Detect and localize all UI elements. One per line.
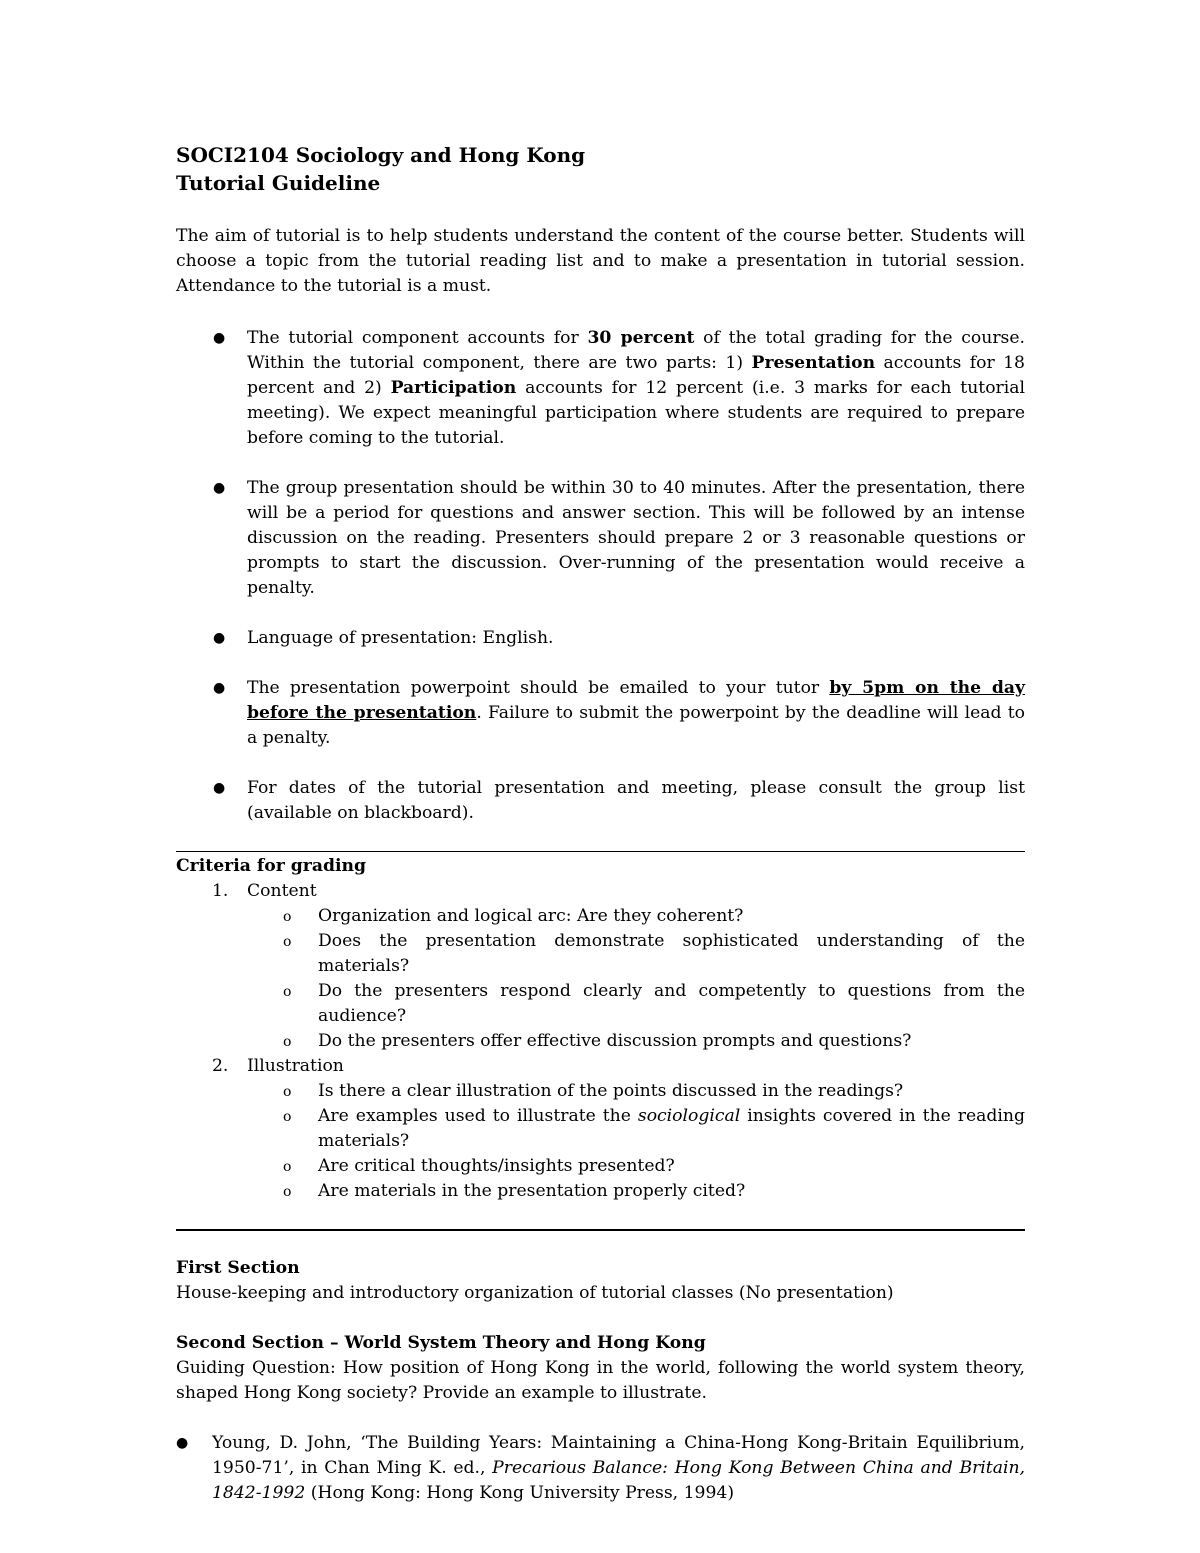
list-item: o Organization and logical arc: Are they coherent? [176, 904, 1025, 929]
list-item: o Are examples used to illustrate the sociological insights covered in the reading materials? [283, 1106, 1026, 1151]
intro-paragraph: The aim of tutorial is to help students understand the content of the course better. Students will choose a topic from the tutorial reading list and to make a presentation in tutorial session. Attendance to the tutorial is a must. [176, 226, 1025, 296]
bullet-icon: ● [213, 630, 226, 646]
list-item: o Does the presentation demonstrate sophisticated understanding of the materials? [283, 931, 1025, 976]
criteria-block [176, 852, 1025, 1204]
bold-text: Presentation [751, 353, 876, 373]
section-title: Second Section – World System Theory and Hong Kong [176, 1333, 706, 1353]
document-content [176, 141, 1025, 1506]
document-title: Tutorial Guideline [176, 171, 381, 195]
reading-item: ● Young, D. John, ‘The Building Years: Maintaining a China-Hong Kong-Britain Equilibrium, 1950-71’, in Chan Ming K. ed., Precarious Balance: Hong Kong Between China and Britain, 1842-1992 (Hong Kong: Hong Kong University Press, 1994) [176, 1433, 1025, 1503]
criteria-item-content [176, 879, 1025, 904]
bold-text: Participation [390, 378, 517, 398]
circle-bullet-icon: o [283, 1159, 292, 1175]
circle-bullet-icon: o [283, 1184, 292, 1200]
circle-bullet-icon: o [283, 1034, 292, 1050]
book-title: Precarious Balance: Hong Kong Between China and Britain, 1842-1992 [212, 1458, 1025, 1503]
bullet-powerpoint-deadline: ● The presentation powerpoint should be emailed to your tutor by 5pm on the day before the presentation. Failure to submit the powerpoint by the deadline will lead to a penalty. [213, 678, 1026, 748]
reading-list [176, 1431, 1025, 1506]
bullet-presentation-length: ● The group presentation should be within 30 to 40 minutes. After the presentation, there will be a period for questions and answer section. This will be followed by an intense discussion on the reading. Presenters should prepare 2 or 3 reasonable questions or prompts to start the discussion. Over-running of the presentation would receive a penalty. [213, 478, 1025, 598]
circle-bullet-icon: o [283, 934, 292, 950]
section-first [176, 1256, 1025, 1306]
guiding-question: Guiding Question: How position of Hong Kong in the world, following the world system theory, shaped Hong Kong society? Provide an example to illustrate. [176, 1358, 1025, 1403]
course-title: SOCI2104 Sociology and Hong Kong [176, 143, 586, 167]
item-label: Illustration [247, 1056, 344, 1076]
content-sublist [176, 904, 1025, 1054]
illustration-sublist [176, 1079, 1025, 1204]
list-item: o Do the presenters offer effective discussion prompts and questions? [176, 1029, 1025, 1054]
deadline-text: by 5pm on the day before the presentation [247, 678, 1026, 723]
italic-text: sociological [637, 1106, 741, 1126]
bullet-icon: ● [213, 780, 226, 796]
section-second [176, 1331, 1025, 1506]
bullet-grading: ● The tutorial component accounts for 30 percent of the total grading for the course. Within the tutorial component, there are two parts: 1) Presentation accounts for 18 percent and 2) Participation accounts for 12 percent (i.e. 3 marks for each tutorial meeting). We expect meaningful participation where students are required to prepare before coming to the tutorial. [213, 328, 1026, 448]
item-number: 2. [212, 1056, 229, 1076]
bullet-icon: ● [213, 480, 226, 496]
bullet-icon: ● [176, 1435, 189, 1451]
criteria-title: Criteria for grading [176, 856, 367, 876]
circle-bullet-icon: o [283, 1084, 292, 1100]
guideline-bullets [176, 326, 1025, 826]
section-text: House-keeping and introductory organization of tutorial classes (No presentation) [176, 1283, 894, 1303]
list-item: o Are materials in the presentation properly cited? [176, 1179, 1025, 1204]
criteria-item-illustration [176, 1054, 1025, 1079]
bullet-dates: ● For dates of the tutorial presentation and meeting, please consult the group list (available on blackboard). [213, 778, 1025, 823]
list-item: o Do the presenters respond clearly and competently to questions from the audience? [283, 981, 1025, 1026]
bullet-language: ● Language of presentation: English. [176, 626, 1025, 651]
bullet-icon: ● [213, 680, 226, 696]
circle-bullet-icon: o [283, 909, 292, 925]
item-number: 1. [212, 881, 229, 901]
item-label: Content [247, 881, 317, 901]
bold-text: 30 percent [587, 328, 695, 348]
section-title: First Section [176, 1258, 300, 1278]
list-item: o Are critical thoughts/insights presented? [176, 1154, 1025, 1179]
bullet-icon: ● [213, 330, 226, 346]
list-item: o Is there a clear illustration of the points discussed in the readings? [176, 1079, 1025, 1104]
circle-bullet-icon: o [283, 984, 292, 1000]
circle-bullet-icon: o [283, 1109, 292, 1125]
